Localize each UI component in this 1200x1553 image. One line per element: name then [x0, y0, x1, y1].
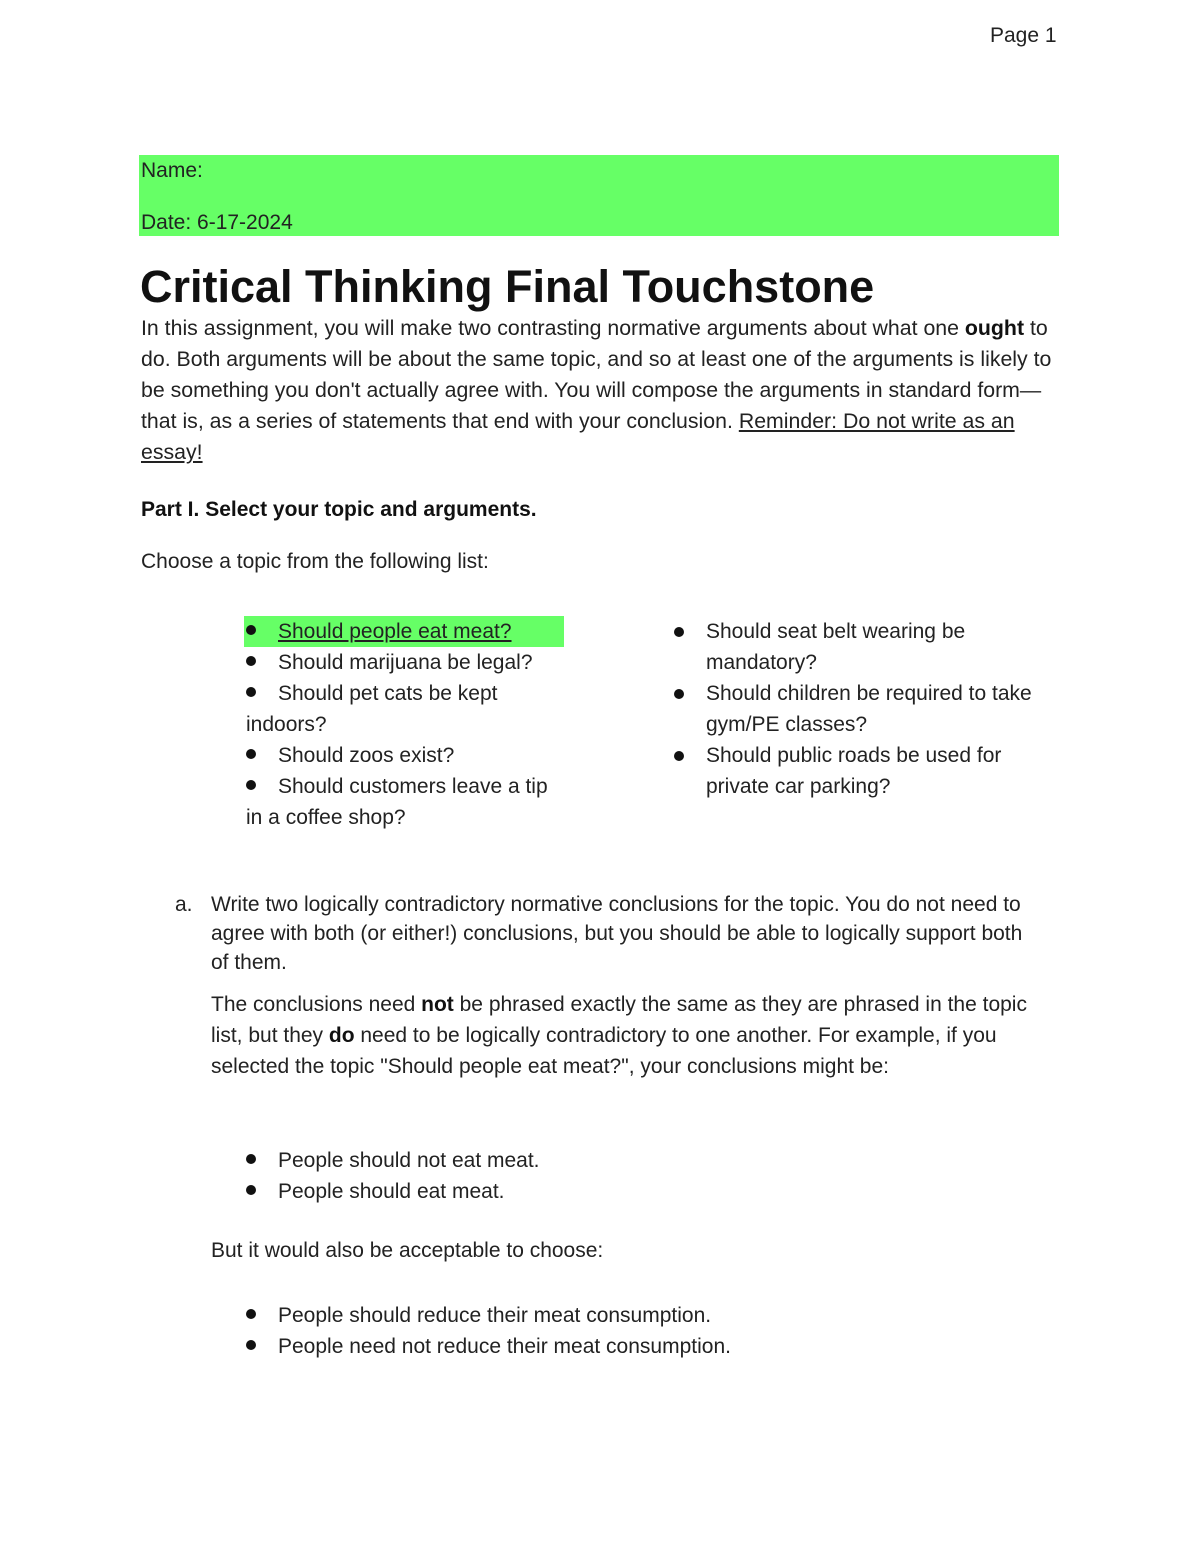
bullet-icon [246, 780, 256, 790]
topic-item [246, 771, 564, 833]
intro-bold-ought: ought [964, 316, 1025, 340]
bullet-icon [246, 1185, 256, 1195]
explanation-text-2: be phrased exactly the same as they are phrased in the topic list, but they [211, 993, 1027, 1047]
page-number: Page 1 [990, 24, 1057, 47]
topic-label: Should marijuana be legal? [278, 651, 533, 674]
topic-label: Should zoos exist? [278, 744, 455, 767]
also-acceptable-text: But it would also be acceptable to choose: [211, 1239, 604, 1262]
example-item [246, 1145, 946, 1176]
list-marker: a. [175, 893, 193, 916]
topic-label: Should customers leave a tip in a coffee shop? [246, 775, 548, 829]
explanation-text-1: The conclusions need [211, 993, 422, 1016]
example-text: People should reduce their meat consumption. [278, 1304, 712, 1327]
topic-item [672, 616, 1052, 678]
example-conclusions-2 [246, 1300, 946, 1362]
intro-text-1: In this assignment, you will make two contrasting normative arguments about what one [141, 316, 965, 340]
intro-paragraph [141, 313, 1056, 468]
example-item [246, 1300, 946, 1331]
topic-item [672, 740, 1052, 802]
topic-item [246, 616, 564, 647]
topic-list-right [672, 616, 1052, 802]
bullet-icon [246, 687, 256, 697]
name-label[interactable]: Name: [141, 159, 203, 182]
topic-label: Should people eat meat? [278, 620, 512, 643]
topic-label: Should public roads be used for private car parking? [706, 744, 1002, 798]
bullet-icon [674, 627, 684, 637]
topic-label: Should seat belt wearing be mandatory? [706, 620, 966, 674]
explanation-paragraph [211, 989, 1051, 1082]
topic-label: Should children be required to take gym/PE classes? [706, 682, 1032, 736]
bullet-icon [246, 1340, 256, 1350]
bullet-icon [246, 749, 256, 759]
topic-item [672, 678, 1052, 740]
bold-not: not [421, 993, 454, 1016]
instruction-text: Write two logically contradictory normative conclusions for the topic. You do not need to agree with both (or either!) conclusions, but you should be able to logically support both of them. [211, 893, 1023, 974]
reminder-text: Reminder: Do not write as an essay! [141, 409, 1015, 464]
choose-topic-text: Choose a topic from the following list: [141, 550, 489, 573]
topic-item [246, 678, 564, 740]
example-conclusions-1 [246, 1145, 946, 1207]
selected-topic-highlight [244, 616, 564, 647]
bullet-icon [246, 656, 256, 666]
example-text: People should not eat meat. [278, 1149, 540, 1172]
name-date-header [139, 155, 1059, 236]
bullet-icon [246, 625, 256, 635]
example-text: People need not reduce their meat consumption. [278, 1335, 731, 1358]
part-heading: Part I. Select your topic and arguments. [141, 498, 537, 521]
topic-label: Should pet cats be kept indoors? [246, 682, 498, 736]
topic-item [246, 647, 564, 678]
example-item [246, 1176, 946, 1207]
explanation-text-3: need to be logically contradictory to one another. For example, if you selected the topic "Should people eat meat?", your conclusions might be: [211, 1024, 997, 1078]
example-text: People should eat meat. [278, 1180, 505, 1203]
document-title: Critical Thinking Final Touchstone [140, 261, 875, 312]
bullet-icon [246, 1154, 256, 1164]
topic-item [246, 740, 564, 771]
topic-list-left [246, 616, 564, 833]
bullet-icon [674, 689, 684, 699]
bold-do: do [328, 1024, 355, 1047]
example-item [246, 1331, 946, 1362]
intro-text-2: to do. Both arguments will be about the same topic, and so at least one of the arguments is likely to be something you don't actually agree with. You will compose the arguments in standard form—that is, as a series of statements that end with your conclusion. [141, 316, 1052, 433]
bullet-icon [674, 751, 684, 761]
date-field[interactable]: Date: 6-17-2024 [141, 211, 293, 234]
bullet-icon [246, 1309, 256, 1319]
